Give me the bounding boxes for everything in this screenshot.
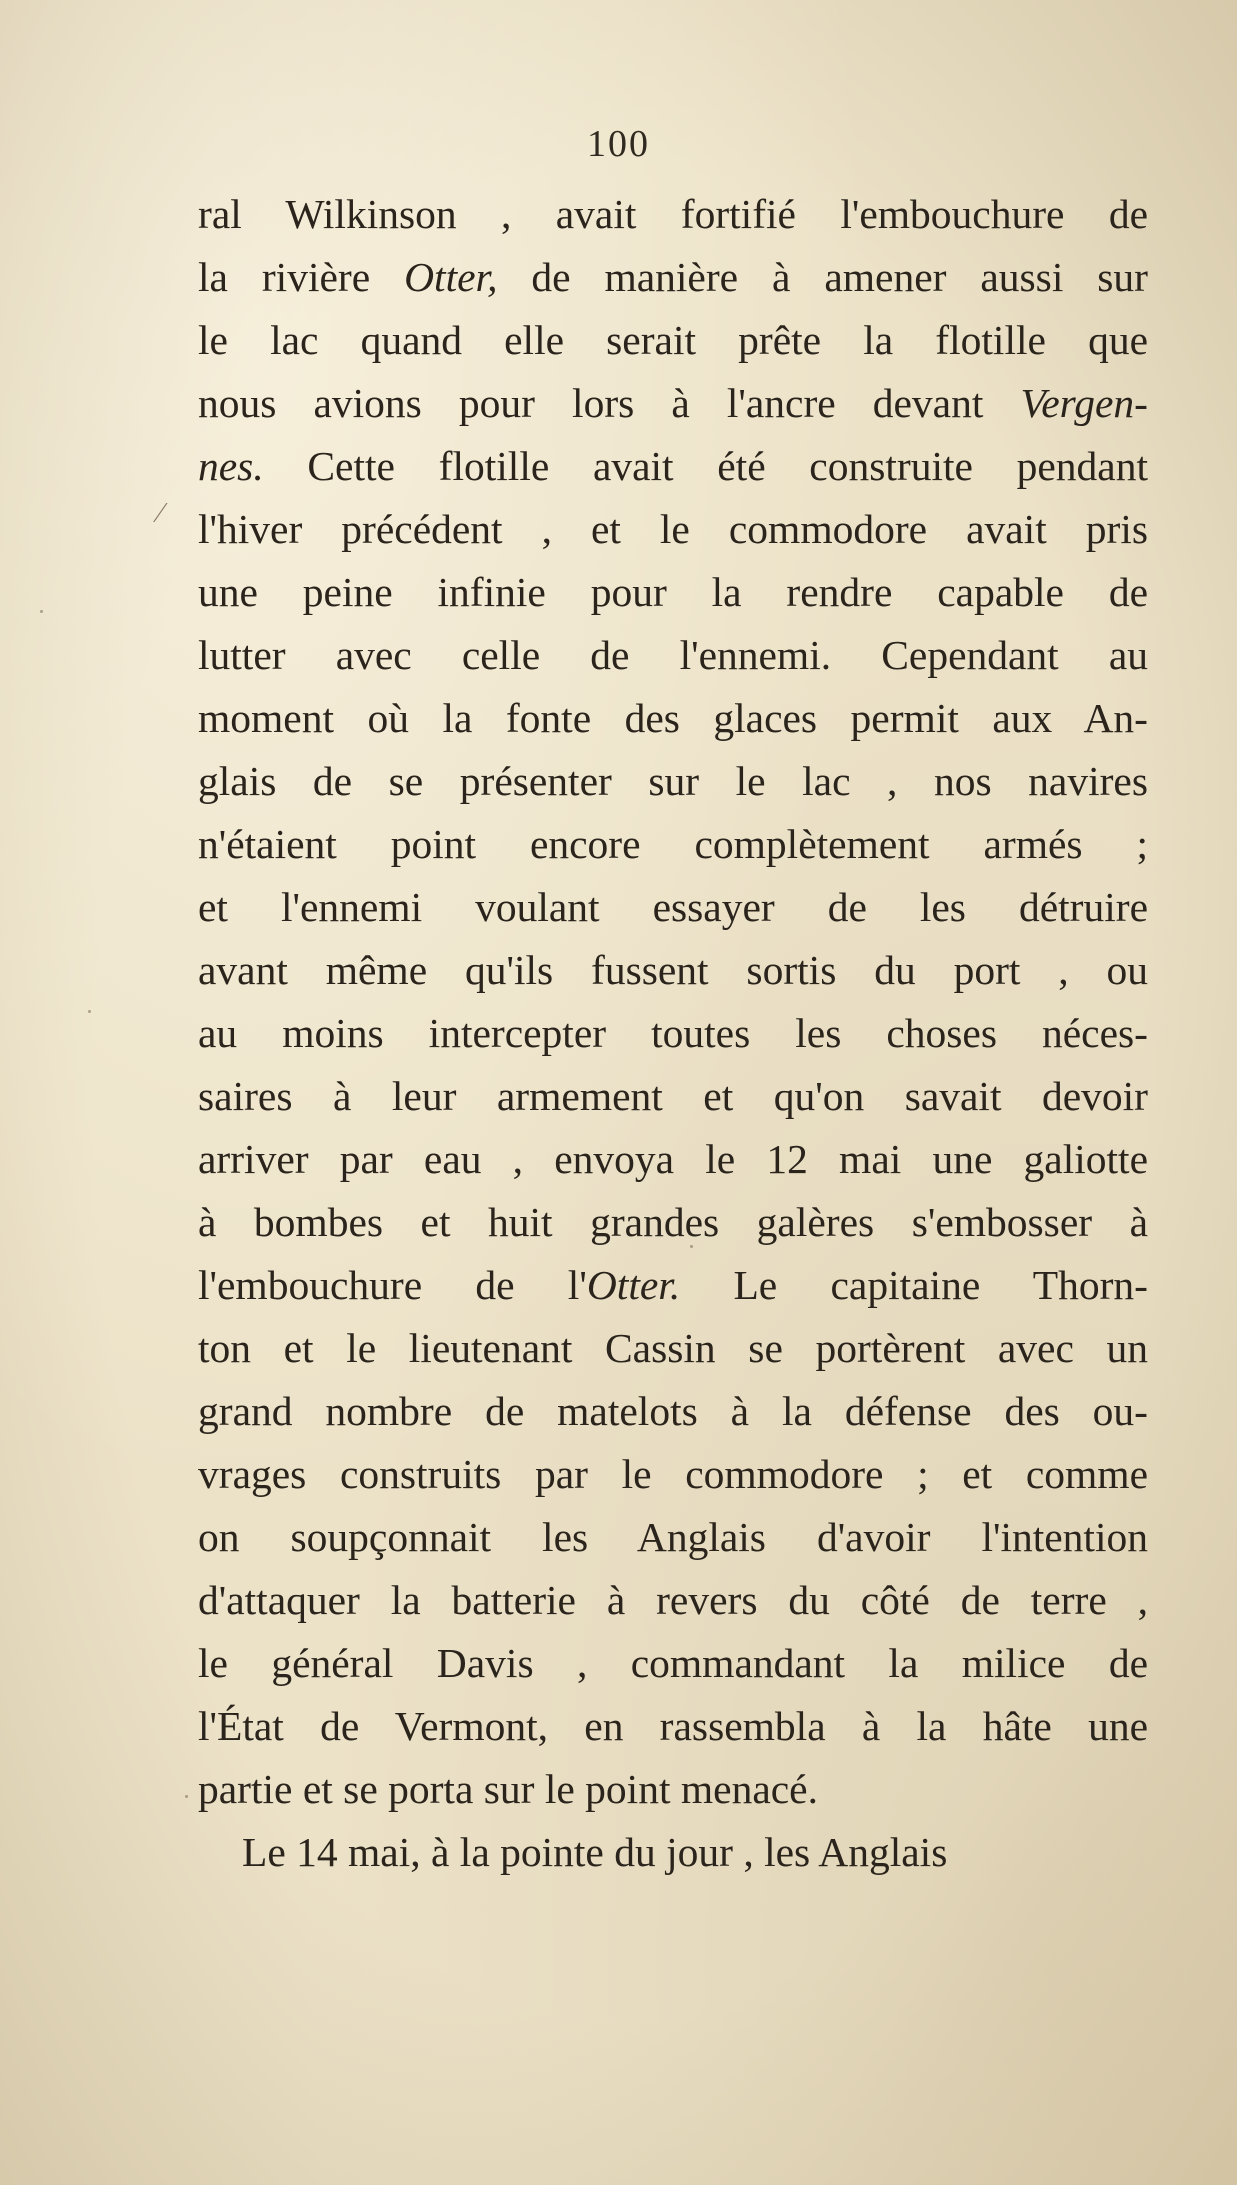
text-line [198, 372, 1148, 435]
body-text [198, 183, 1148, 1884]
line-text: ral Wilkinson , avait fortifié l'embouchure de [198, 191, 1148, 237]
paper-speck [185, 1795, 188, 1798]
line-text: moment où la fonte des glaces permit aux An- [198, 695, 1148, 741]
line-text: et l'ennemi voulant essayer de les détruire [198, 884, 1148, 930]
line-text: on soupçonnait les Anglais d'avoir l'intention [198, 1514, 1148, 1560]
line-text: l'embouchure de l' [198, 1262, 587, 1308]
line-text: vrages construits par le commodore ; et comme [198, 1451, 1148, 1497]
line-text: l'hiver précédent , et le commodore avait pris [198, 506, 1148, 552]
line-text: Le capitaine Thorn- [680, 1262, 1148, 1308]
line-text: grand nombre de matelots à la défense des ou- [198, 1388, 1148, 1434]
text-line [198, 246, 1148, 309]
text-line [198, 1317, 1148, 1380]
text-line [198, 1254, 1148, 1317]
text-line [198, 498, 1148, 561]
line-text: une peine infinie pour la rendre capable de [198, 569, 1148, 615]
line-text: la rivière [198, 254, 405, 300]
italic-text: Otter. [586, 1262, 681, 1308]
text-line [198, 1128, 1148, 1191]
text-line [198, 435, 1148, 498]
line-text: le général Davis , commandant la milice de [198, 1640, 1148, 1686]
line-text: de manière à amener aussi sur [497, 254, 1148, 300]
line-text: n'étaient point encore complètement armés ; [198, 821, 1148, 867]
line-text: nous avions pour lors à l'ancre devant [198, 380, 1021, 426]
italic-text: Vergen- [1020, 380, 1148, 426]
text-line [198, 1695, 1148, 1758]
margin-check-mark: ⁄ [158, 498, 163, 529]
text-line [198, 1569, 1148, 1632]
text-line [198, 939, 1148, 1002]
line-text: glais de se présenter sur le lac , nos navires [198, 758, 1148, 804]
line-text: avant même qu'ils fussent sortis du port , ou [198, 947, 1148, 993]
text-line [198, 1506, 1148, 1569]
page-number: 100 [587, 123, 650, 165]
line-text: saires à leur armement et qu'on savait devoir [198, 1073, 1148, 1119]
text-line [198, 183, 1148, 246]
line-text: l'État de Vermont, en rassembla à la hâte une [198, 1703, 1148, 1749]
text-line [198, 876, 1148, 939]
line-text: Cette flotille avait été construite pendant [263, 443, 1148, 489]
text-line [198, 687, 1148, 750]
text-line [198, 1443, 1148, 1506]
text-line [198, 561, 1148, 624]
paper-speck [40, 610, 43, 613]
text-line [198, 1191, 1148, 1254]
line-text: arriver par eau , envoya le 12 mai une galiotte [198, 1136, 1148, 1182]
line-text: d'attaquer la batterie à revers du côté de terre , [198, 1577, 1148, 1623]
line-text: le lac quand elle serait prête la flotille que [198, 317, 1148, 363]
text-line [198, 1758, 1148, 1821]
text-line [198, 309, 1148, 372]
text-line [198, 1380, 1148, 1443]
text-line [198, 750, 1148, 813]
text-line [198, 624, 1148, 687]
paper-speck [88, 1010, 91, 1013]
line-text: au moins intercepter toutes les choses néces- [198, 1010, 1148, 1056]
text-line [198, 1632, 1148, 1695]
text-line [198, 1065, 1148, 1128]
text-line [198, 813, 1148, 876]
line-text: ton et le lieutenant Cassin se portèrent avec un [198, 1325, 1148, 1371]
line-text: lutter avec celle de l'ennemi. Cependant au [198, 632, 1148, 678]
line-text: Le 14 mai, à la pointe du jour , les Anglais [242, 1829, 948, 1875]
line-text: à bombes et huit grandes galères s'embosser à [198, 1199, 1148, 1245]
text-line [198, 1821, 1148, 1884]
italic-text: Otter, [404, 254, 498, 300]
italic-text: nes. [198, 443, 264, 489]
text-line [198, 1002, 1148, 1065]
line-text: partie et se porta sur le point menacé. [198, 1766, 818, 1812]
